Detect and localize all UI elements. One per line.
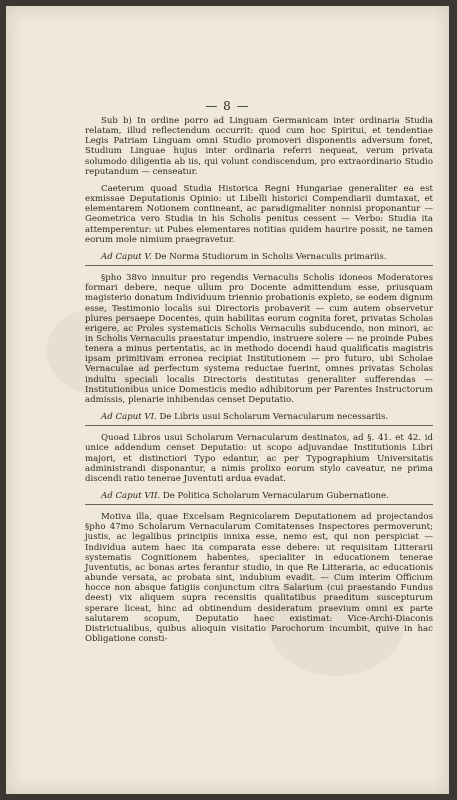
section-heading [85, 491, 433, 501]
section-heading [85, 252, 433, 262]
section-heading [85, 412, 433, 422]
paragraph: Sub b) In ordine porro ad Linguam Germanicam inter ordinaria Studia relatam, illud reflectendum occurrit: quod cum hoc Spiritui, et tendentiae Legis Patriam Linguam omni Studio promoveri disponentis adversum foret, Studium Linguae hujus inter ordinaria referri nequeat, verum privata solumodo diligentia ab iis, qui volunt condiscendum, pro extraordinario Studio reputandum — censeatur. [85, 116, 433, 177]
paragraph: Motiva illa, quae Excelsam Regnicolarem Deputationem ad projectandos §pho 47mo Scholarum Vernacularum Comitatenses Inspectores permoverunt; justis, ac legalibus principiis innixa esse, nemo est, qui non perspiciat — Individua autem haec ita comparata esse debere: ut requisitam Litterarii systematis Cognitionem habentes, specialiter in educationem tenerae Juventutis, ac bonas artes ferantur studio, in que Re Litteraria, ac educationis abunde versata, ac probata sint, indubium evadit. — Cum interim Officium hocce non absque fatigiis conjunctum citra Salarium (cui praestando Fundus deest) vix aliquem supra recensitis qualitatibus praeditum suscepturum sperare liceat, hinc ad obtinendum desideratum praevium omni ex parte salutarem scopum, Deputatio haec existimat: Vice-Archi-Diaconis Districtualibus, quibus alioquin visitatio Parochorum incumbit, quive in hac Obligatione consti- [85, 512, 433, 645]
heading-caput: Ad Caput VII. [101, 491, 161, 501]
heading-title: De Politica Scholarum Vernacularum Gubernatione. [162, 491, 389, 501]
heading-divider [85, 265, 433, 266]
paragraph: Caeterum quoad Studia Historica Regni Hungariae generaliter ea est exmissae Deputationis Opinio: ut Libelli historici Compendiarii dumtaxat, et elementarem Notionem contineant, ac paradigmaliter nonnisi proponantur — Geometrica vero Studia in his Scholis penitus cessent — Verbo: Studia ita attemperentur: ut Pubes elementares notitias quidem haurire possit, ne tamen eorum mole nimium praegravetur. [85, 183, 433, 245]
heading-title: De Norma Studiorum in Scholis Vernaculis primariis. [154, 251, 387, 262]
heading-divider [85, 504, 433, 505]
heading-divider [85, 425, 433, 426]
paragraph: §pho 38vo innuitur pro regendis Vernaculis Scholis idoneos Moderatores formari debere, neque ullum pro Docente admittendum esse, priusquam magisterio donatum Individuum triennio probationis expleto, se eodem dignum esse, Testimonio localis sui Directoris probaverit — cum autem observetur plures persaepe Docentes, quin habilitas eorum cognita foret, privatas Scholas erigere, ac Proles systematicis Scholis Vernaculis subducendo, non minori, ac in Scholis Vernaculis praestatur impendio, instruere solere — ne proinde Pubes tenera a minus pertentatis, ac in methodo docendi haud qualificatis magistris ipsam primitivam erronea recipiat Institutionem — pro futuro, ubi Scholae Vernaculae ad perfectum systema reductae fuerint, omnes privatas Scholas indultu speciali localis Directoris destitutas generaliter sufferendas — Institutionibus unice Domesticis medio adhibitorum per Parentes Instructorum admissis, plenarie inhibendas censet Deputatio. [85, 273, 433, 405]
heading-title: De Libris usui Scholarum Vernacularum necessariis. [159, 412, 389, 423]
heading-caput: Ad Caput VI. [101, 412, 157, 423]
page-number: — 8 — [205, 99, 250, 113]
document-page [6, 6, 449, 794]
heading-caput: Ad Caput V. [101, 251, 152, 262]
paragraph: Quoad Libros usui Scholarum Vernacularum destinatos, ad §. 41. et 42. id unice addendum censet Deputatio: ut scopo adjuvandae Institutionis Libri majori, et distinctiori Typo edantur, ac per Typographium Universitatis administrandi disponantur, a nimis prolixo eorum stylo caveatur, ne prima discendi ratio tenerae Juventuti ardua evadat. [85, 433, 433, 484]
body-text [85, 116, 433, 651]
